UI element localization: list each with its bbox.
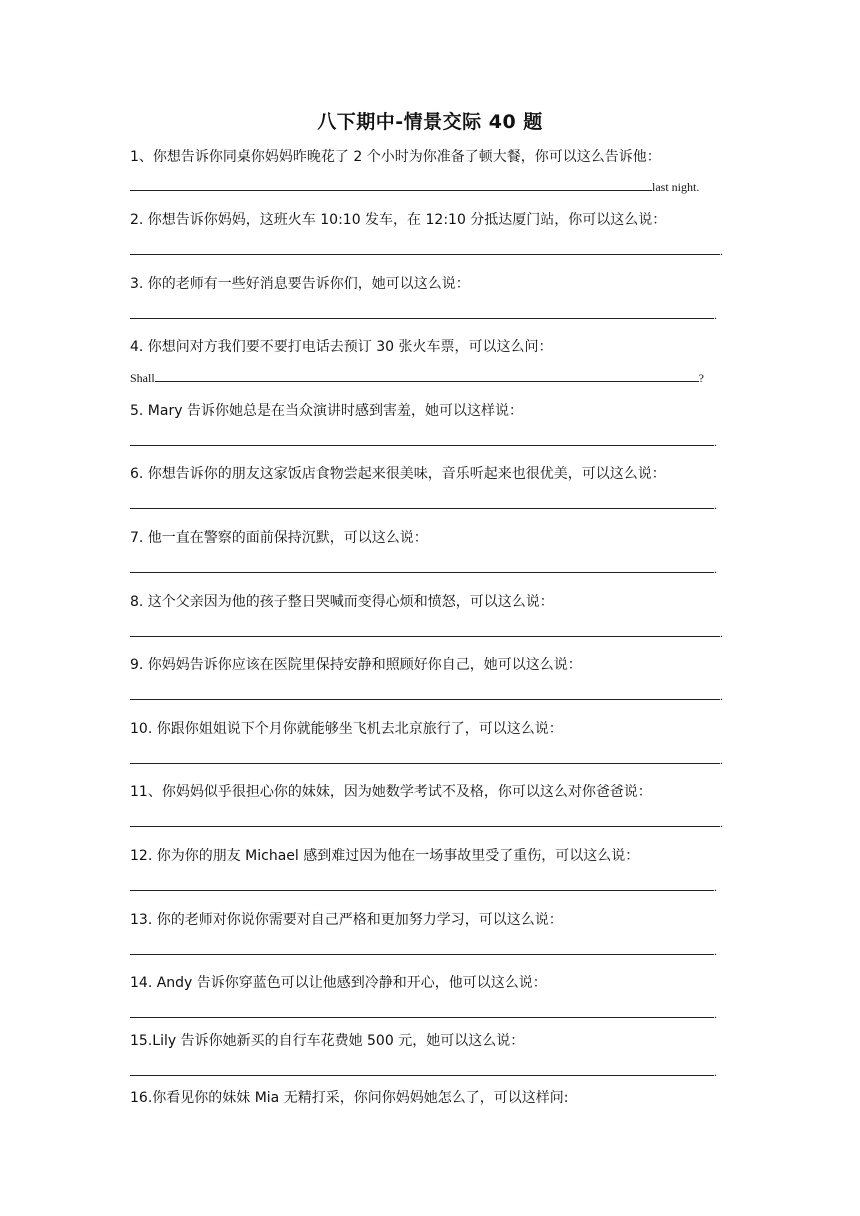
blank-line[interactable]	[130, 431, 714, 446]
answer-suffix: ?	[698, 371, 704, 385]
blank-line[interactable]	[130, 494, 714, 509]
answer-suffix: .	[714, 435, 717, 449]
blank-line[interactable]	[130, 240, 720, 255]
question-12: 12. 你为你的朋友 Michael 感到难过因为他在一场事故里受了重伤，可以这么说：	[130, 848, 640, 864]
answer-line-8[interactable]	[130, 622, 723, 644]
question-15: 15.Lily 告诉你她新买的自行车花费她 500 元，她可以这么说：	[130, 1033, 525, 1049]
answer-suffix: .	[714, 880, 717, 894]
answer-suffix: .	[720, 816, 723, 830]
question-3: 3. 你的老师有一些好消息要告诉你们，她可以这么说：	[130, 276, 470, 292]
answer-suffix: .	[714, 498, 717, 512]
question-10: 10. 你跟你姐姐说下个月你就能够坐飞机去北京旅行了，可以这么说：	[130, 721, 563, 737]
answer-line-5[interactable]	[130, 431, 717, 453]
answer-suffix: last night.	[652, 180, 700, 194]
answer-line-15[interactable]	[130, 1061, 717, 1083]
answer-line-4[interactable]	[130, 367, 704, 389]
question-7: 7. 他一直在警察的面前保持沉默，可以这么说：	[130, 530, 428, 546]
blank-line[interactable]	[130, 304, 714, 319]
answer-line-12[interactable]	[130, 876, 717, 898]
question-1: 1、你想告诉你同桌你妈妈昨晚花了 2 个小时为你准备了顿大餐，你可以这么告诉他：	[130, 149, 661, 165]
answer-line-14[interactable]	[130, 1003, 717, 1025]
answer-suffix: .	[714, 944, 717, 958]
blank-line[interactable]	[130, 749, 720, 764]
page-title: 八下期中-情景交际 40 题	[317, 111, 543, 133]
answer-suffix: .	[714, 562, 717, 576]
blank-line[interactable]	[155, 367, 699, 382]
answer-suffix: .	[720, 244, 723, 258]
answer-suffix: .	[720, 689, 723, 703]
question-5: 5. Mary 告诉你她总是在当众演讲时感到害羞，她可以这样说：	[130, 403, 523, 419]
blank-line[interactable]	[130, 622, 720, 637]
blank-line[interactable]	[130, 558, 714, 573]
question-8: 8. 这个父亲因为他的孩子整日哭喊而变得心烦和愤怒，可以这么说：	[130, 594, 554, 610]
question-16: 16.你看见你的妹妹 Mia 无精打采，你问你妈妈她怎么了，可以这样问:	[130, 1090, 569, 1106]
question-13: 13. 你的老师对你说你需要对自己严格和更加努力学习，可以这么说：	[130, 912, 563, 928]
question-6: 6. 你想告诉你的朋友这家饭店食物尝起来很美味，音乐听起来也很优美，可以这么说：	[130, 466, 666, 482]
answer-suffix: .	[720, 753, 723, 767]
question-4: 4. 你想问对方我们要不要打电话去预订 30 张火车票，可以这么问：	[130, 339, 553, 355]
blank-line[interactable]	[130, 812, 720, 827]
answer-line-10[interactable]	[130, 749, 723, 771]
blank-line[interactable]	[130, 1061, 714, 1076]
answer-line-11[interactable]	[130, 812, 723, 834]
answer-suffix: .	[714, 308, 717, 322]
question-9: 9. 你妈妈告诉你应该在医院里保持安静和照顾好你自己，她可以这么说：	[130, 657, 582, 673]
blank-line[interactable]	[130, 176, 652, 191]
answer-line-3[interactable]	[130, 304, 717, 326]
answer-line-13[interactable]	[130, 940, 717, 962]
answer-suffix: .	[714, 1065, 717, 1079]
answer-line-1[interactable]	[130, 176, 699, 198]
answer-prefix: Shall	[130, 371, 155, 385]
blank-line[interactable]	[130, 685, 720, 700]
answer-suffix: .	[714, 1007, 717, 1021]
blank-line[interactable]	[130, 876, 714, 891]
question-14: 14. Andy 告诉你穿蓝色可以让他感到冷静和开心，他可以这么说：	[130, 975, 547, 991]
answer-line-7[interactable]	[130, 558, 717, 580]
question-2: 2. 你想告诉你妈妈，这班火车 10:10 发车，在 12:10 分抵达厦门站，你可以这么说：	[130, 212, 667, 228]
blank-line[interactable]	[130, 1003, 714, 1018]
answer-suffix: .	[720, 626, 723, 640]
answer-line-2[interactable]	[130, 240, 723, 262]
question-11: 11、你妈妈似乎很担心你的妹妹，因为她数学考试不及格，你可以这么对你爸爸说：	[130, 784, 652, 800]
answer-line-6[interactable]	[130, 494, 717, 516]
blank-line[interactable]	[130, 940, 714, 955]
answer-line-9[interactable]	[130, 685, 723, 707]
